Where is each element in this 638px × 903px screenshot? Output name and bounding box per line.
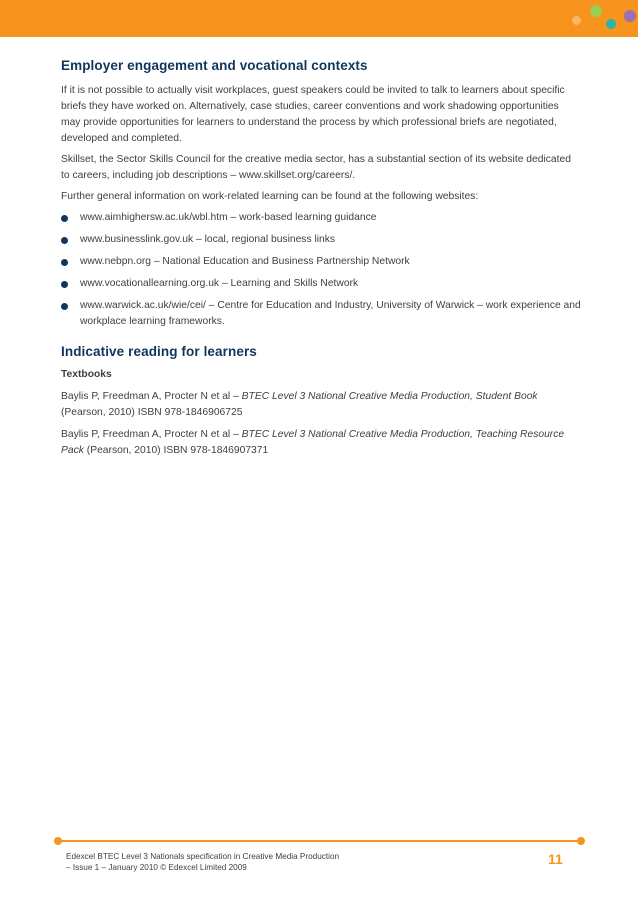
paragraph-skillset: Skillset, the Sector Skills Council for the creative media sector, has a substantial section of its website dedicated to careers, including job descriptions – www.skillset.org/careers/. [61,154,571,181]
decorative-circle-faint [572,16,581,25]
section-heading-employer-engagement: Employer engagement and vocational contexts [61,58,368,73]
list-item [61,210,581,226]
reference-student-book [61,389,581,421]
website-list [61,210,581,330]
bullet-icon [61,237,68,244]
reference-authors: Baylis P, Freedman A, Procter N et al – [61,391,242,402]
list-item-text: www.warwick.ac.uk/wie/cei/ – Centre for Education and Industry, University of Warwick – work experience and workplace learning frameworks. [80,300,581,327]
decorative-circle-purple [624,10,636,22]
bullet-icon [61,281,68,288]
list-item-text: www.nebpn.org – National Education and Business Partnership Network [80,256,410,267]
page-number: 11 [548,851,563,867]
list-item-text: www.vocationallearning.org.uk – Learning and Skills Network [80,278,359,289]
list-item [61,276,581,292]
list-item-text: www.businesslink.gov.uk – local, regional business links [80,234,336,245]
footer-line-2: – Issue 1 – January 2010 © Edexcel Limited 2009 [66,863,247,872]
reference-title: BTEC Level 3 National Creative Media Production, Teaching Resource Pack [61,429,565,456]
list-item [61,298,581,330]
list-item [61,254,581,270]
footer-divider [58,840,580,842]
reference-publisher: (Pearson, 2010) ISBN 978-1846906725 [61,407,243,418]
top-header-bar [0,0,638,37]
subheading-textbooks: Textbooks [61,369,112,380]
footer-divider-right-dot [577,837,585,845]
reference-title: BTEC Level 3 National Creative Media Production, Student Book [241,391,538,402]
bullet-icon [61,215,68,222]
decorative-circle-green [590,5,602,17]
reference-publisher: (Pearson, 2010) ISBN 978-1846907371 [83,445,269,456]
list-item-text: www.aimhighersw.ac.uk/wbl.htm – work-based learning guidance [80,212,377,223]
reference-authors: Baylis P, Freedman A, Procter N et al – [61,429,242,440]
main-content [61,58,581,465]
paragraph-workplace-visits: If it is not possible to actually visit workplaces, guest speakers could be invited to talk to learners about specific briefs they have worked on. Alternatively, case studies, career conventions and work shadowing opportunities may provide opportunities for learners to understand the process by which professional briefs are negotiated, developed and completed. [61,85,565,144]
bullet-icon [61,259,68,266]
footer-text [66,851,386,873]
reference-teaching-pack [61,427,581,459]
decorative-circle-teal [606,19,616,29]
list-item [61,232,581,248]
bullet-icon [61,303,68,310]
footer-divider-left-dot [54,837,62,845]
paragraph-further-info: Further general information on work-related learning can be found at the following websites: [61,191,479,202]
section-heading-indicative-reading: Indicative reading for learners [61,344,257,359]
footer-line-1: Edexcel BTEC Level 3 Nationals specification in Creative Media Production [66,852,340,861]
